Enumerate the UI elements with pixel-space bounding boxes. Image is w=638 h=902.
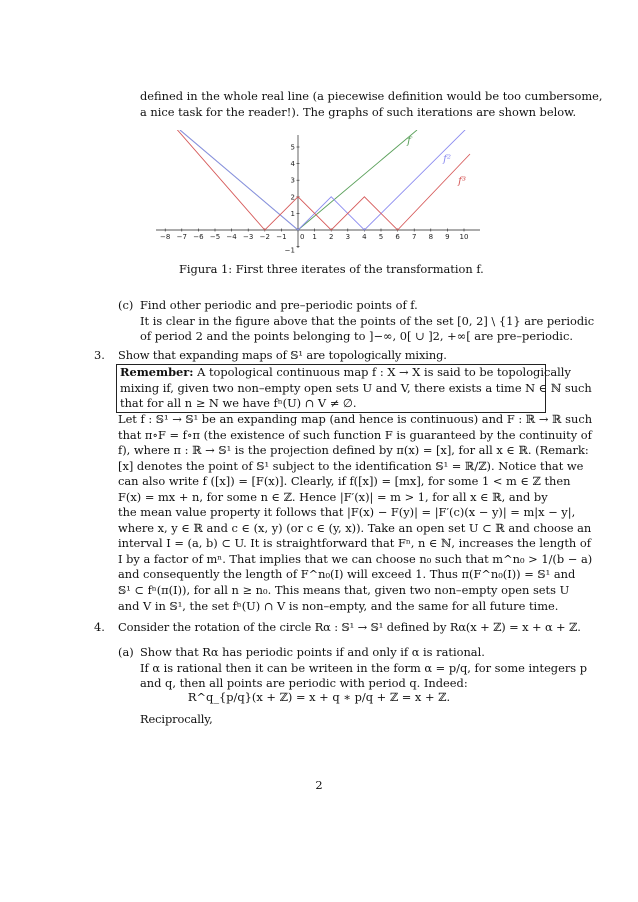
x-tick-label: 5 <box>378 233 384 241</box>
remember-text <box>120 365 592 412</box>
x-tick-label: 2 <box>328 233 334 241</box>
item-4a-line: and q, then all points are periodic with period q. Indeed: <box>140 676 468 691</box>
item-3-heading: Show that expanding maps of 𝕊¹ are topologically mixing. <box>118 348 447 362</box>
proof-line: interval I = (a, b) ⊂ U. It is straightforward that Fⁿ, n ∈ ℕ, increases the length of <box>118 536 591 551</box>
proof-line: I by a factor of mⁿ. That implies that we can choose n₀ such that m^n₀ > 1/(b − a) <box>118 551 593 566</box>
item-3-proof <box>118 412 592 614</box>
x-tick-label: 4 <box>362 233 367 241</box>
proof-line: F(x) = mx + n, for some n ∈ ℤ. Hence |F′(x)| = m > 1, for all x ∈ ℝ, and by <box>118 489 548 504</box>
x-tick-marks <box>160 229 468 242</box>
iterates-graph <box>150 130 490 255</box>
item-c-label: (c) <box>118 298 134 312</box>
x-tick-label: −6 <box>193 233 204 241</box>
proof-line: that π∘F = f∘π (the existence of such function F is guaranteed by the continuity of <box>118 427 592 442</box>
item-c-line: of period 2 and the points belonging to ]−∞, 0[ ∪ ]2, +∞[ are pre–periodic. <box>140 329 573 344</box>
x-tick-label: 3 <box>345 233 351 241</box>
proof-line: and consequently the length of F^n₀(I) will exceed 1. Thus π(F^n₀(I)) = 𝕊¹ and <box>118 567 576 582</box>
y-tick-label: −1 <box>284 246 295 255</box>
f-label: f <box>407 135 411 147</box>
item-c-line: Find other periodic and pre–periodic points of f. <box>140 298 418 312</box>
item-4a-label: (a) <box>118 645 134 659</box>
x-tick-label: 9 <box>445 233 450 241</box>
x-tick-label: −8 <box>160 233 171 241</box>
rotation-equation: R^q_{p/q}(x + ℤ) = x + q ∗ p/q + ℤ = x + ℤ. <box>187 690 451 704</box>
x-tick-label: 6 <box>395 233 400 241</box>
proof-line: [x] denotes the point of 𝕊¹ subject to the identification 𝕊¹ = ℝ/ℤ). Notice that we <box>118 458 584 473</box>
proof-line: can also write f ([x]) = [F(x)]. Clearly, if f([x]) = [mx], for some 1 < m ∈ ℤ then <box>118 474 571 489</box>
reciprocally-text: Reciprocally, <box>140 712 213 726</box>
intro-line: defined in the whole real line (a piecewise definition would be too cumbersome, <box>140 89 603 103</box>
x-tick-label: −3 <box>243 233 254 241</box>
proof-line: 𝕊¹ ⊂ fⁿ(π(I)), for all n ≥ n₀. This means that, given two non–empty open sets U <box>118 583 570 598</box>
proof-line: f), where π : ℝ → 𝕊¹ is the projection defined by π(x) = [x], for all x ∈ ℝ. (Remark: <box>118 443 589 458</box>
item-4a-body <box>140 645 587 692</box>
f2-curve <box>180 130 470 230</box>
x-tick-label: −1 <box>276 233 287 241</box>
f3-label: f³ <box>458 175 467 187</box>
proof-line: and V in 𝕊¹, the set fⁿ(U) ∩ V is non–empty, and the same for all future time. <box>118 598 559 613</box>
proof-line: the mean value property it follows that |F(x) − F(y)| = |F′(c)(x − y)| = m|x − y|, <box>118 505 576 520</box>
item-4a-line: If α is rational then it can be writeen in the form α = p/q, for some integers p <box>140 660 588 675</box>
y-tick-marks <box>285 144 300 255</box>
y-tick-label: 5 <box>290 143 295 152</box>
x-tick-label: 10 <box>459 233 469 241</box>
page-number: 2 <box>315 778 323 792</box>
remember-line: A topological continuous map f : X → X is said to be topologically <box>193 365 571 379</box>
y-tick-label: 2 <box>290 193 295 202</box>
x-tick-label: −4 <box>226 233 237 241</box>
x-tick-label: −2 <box>259 233 270 241</box>
figure-caption: Figura 1: First three iterates of the transformation f. <box>179 262 484 276</box>
y-tick-label: 4 <box>290 160 295 169</box>
item-4a-line: Show that Rα has periodic points if and only if α is rational. <box>140 645 485 659</box>
x-tick-label: 0 <box>300 233 305 241</box>
item-c-body <box>140 298 594 345</box>
item-4-line: Consider the rotation of the circle Rα : 𝕊¹ → 𝕊¹ defined by Rα(x + ℤ) = x + α + ℤ. <box>118 620 581 634</box>
f3-curve <box>160 130 470 230</box>
f2-label: f² <box>443 153 452 165</box>
proof-line: Let f : 𝕊¹ → 𝕊¹ be an expanding map (and hence is continuous) and F : ℝ → ℝ such <box>118 412 593 426</box>
item-c-line: It is clear in the figure above that the points of the set [0, 2] \ {1} are periodic <box>140 313 595 328</box>
y-tick-label: 3 <box>290 176 295 185</box>
x-tick-label: 8 <box>428 233 434 241</box>
y-tick-label: 1 <box>290 209 295 218</box>
remember-label: Remember: <box>120 365 194 379</box>
remember-line: mixing if, given two non–empty open sets U and V, there exists a time N ∈ ℕ such <box>120 380 592 395</box>
remember-line: that for all n ≥ N we have fⁿ(U) ∩ V ≠ ∅. <box>120 396 357 411</box>
x-tick-label: 1 <box>312 233 317 241</box>
item-3-label: 3. <box>94 348 105 362</box>
x-tick-label: 7 <box>411 233 417 241</box>
proof-line: where x, y ∈ ℝ and c ∈ (x, y) (or c ∈ (y, x)). Take an open set U ⊂ ℝ and choose an <box>118 520 592 535</box>
intro-line: a nice task for the reader!). The graphs of such iterations are shown below. <box>140 104 577 119</box>
x-tick-label: −5 <box>209 233 221 241</box>
item-4-label: 4. <box>94 620 105 634</box>
intro-paragraph <box>140 89 603 120</box>
x-tick-label: −7 <box>176 233 187 241</box>
